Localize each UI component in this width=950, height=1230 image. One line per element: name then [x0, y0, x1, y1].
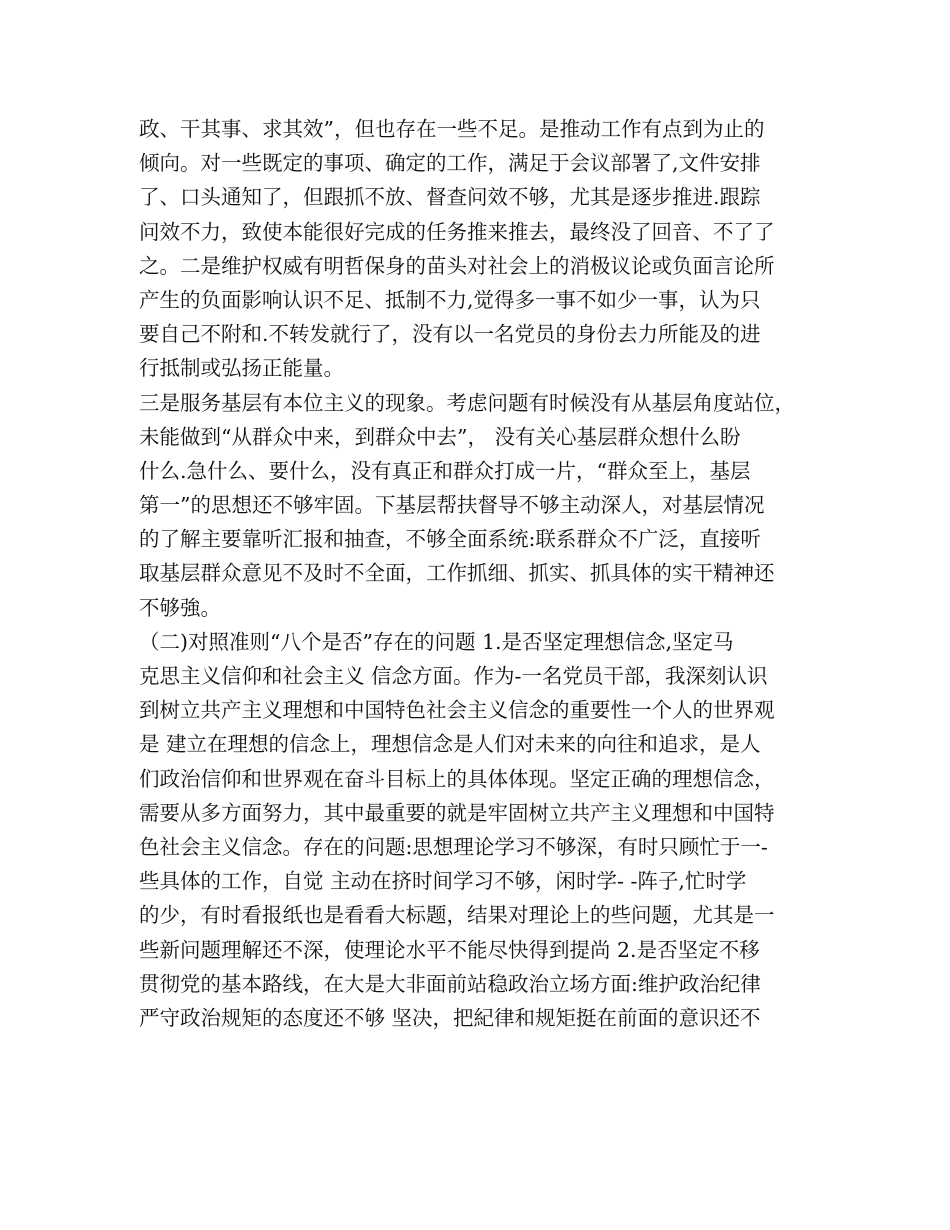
text-line: 的少，有时看报纸也是看看大标题，结果对理论上的些问题，尤其是一 [139, 903, 775, 928]
text-line: 了、口头通知了，但跟抓不放、督查问效不够，尤其是逐步推进.跟踪 [139, 185, 761, 210]
text-line: 第一”的思想还不够牢固。下基层帮扶督导不够主动深人，对基层情况 [139, 493, 765, 518]
text-line: 到树立共产主义理想和中国特色社会主义信念的重要性一个人的世界观 [139, 698, 775, 723]
text-line: 不够強。 [139, 595, 221, 620]
text-line: （二)对照准则“八个是否”存在的问题 1.是否坚定理想信念,坚定马 [139, 629, 734, 654]
text-line: 什么.急什么、要什么，没有真正和群众打成一片，“群众至上，基层 [139, 458, 751, 483]
text-line: 问效不力，致使本能很好完成的任务推来推去，最终没了回音、不了了 [139, 219, 775, 244]
text-line: 的了解主要靠听汇报和抽查，不够全面系统:联系群众不广泛，直接听 [139, 527, 761, 552]
text-line: 贯彻党的基本路线，在大是大非面前站稳政治立场方面:维护政治纪律 [139, 971, 761, 996]
text-line: 政、干其事、求其效”，但也存在一些不足。是推动工作有点到为止的 [139, 117, 765, 141]
text-line: 克思主义信仰和社会主义 信念方面。作为-一名党员干部，我深刻认识 [139, 664, 768, 688]
text-line: 是 建立在理想的信念上，理想信念是人们对未来的向往和追求，是人 [139, 732, 761, 757]
text-line: 之。二是维护权威有明哲保身的苗头对社会上的消极议论或负面言论所 [139, 253, 775, 278]
text-line: 倾向。对一些既定的事项、确定的工作，满足于会议部署了,文件安排 [139, 151, 761, 176]
text-line: 需要从多方面努力，其中最重要的就是牢固树立共产主义理想和中国特 [139, 800, 775, 825]
text-line: 要自己不附和.不转发就行了，没有以一名党员的身份去力所能及的进 [139, 322, 761, 347]
text-line: 些具体的工作，自觉 主动在挤时间学习不够，闲时学- -阵子,忙时学 [139, 869, 747, 894]
text-line: 些新问题理解还不深，使理论水平不能尽快得到提尚 2.是否坚定不移 [139, 937, 760, 962]
text-line: 三是服务基层有本位主义的现象。考虑问题有时候没有从基层角度站位， [139, 390, 795, 415]
body-text [139, 112, 819, 1035]
text-line: 严守政治规矩的态度还不够 坚决，把紀律和规矩挺在前面的意识还不 [139, 1005, 761, 1030]
text-line: 未能做到“从群众中来，到群众中去”， 没有关心基层群众想什么盼 [139, 424, 741, 449]
text-line: 行抵制或弘扬正能量。 [139, 356, 344, 381]
text-line: 们政治信仰和世界观在奋斗目标上的具体体现。坚定正确的理想信念， [139, 766, 775, 791]
text-line: 产生的负面影响认识不足、抵制不力,觉得多一事不如少一事，认为只 [139, 287, 761, 312]
text-line: 色社会主义信念。存在的问题:思想理论学习不够深，有时只顾忙于一- [139, 834, 768, 859]
text-line: 取基层群众意见不及时不全面，工作抓细、抓实、抓具体的实干精神还 [139, 561, 775, 586]
